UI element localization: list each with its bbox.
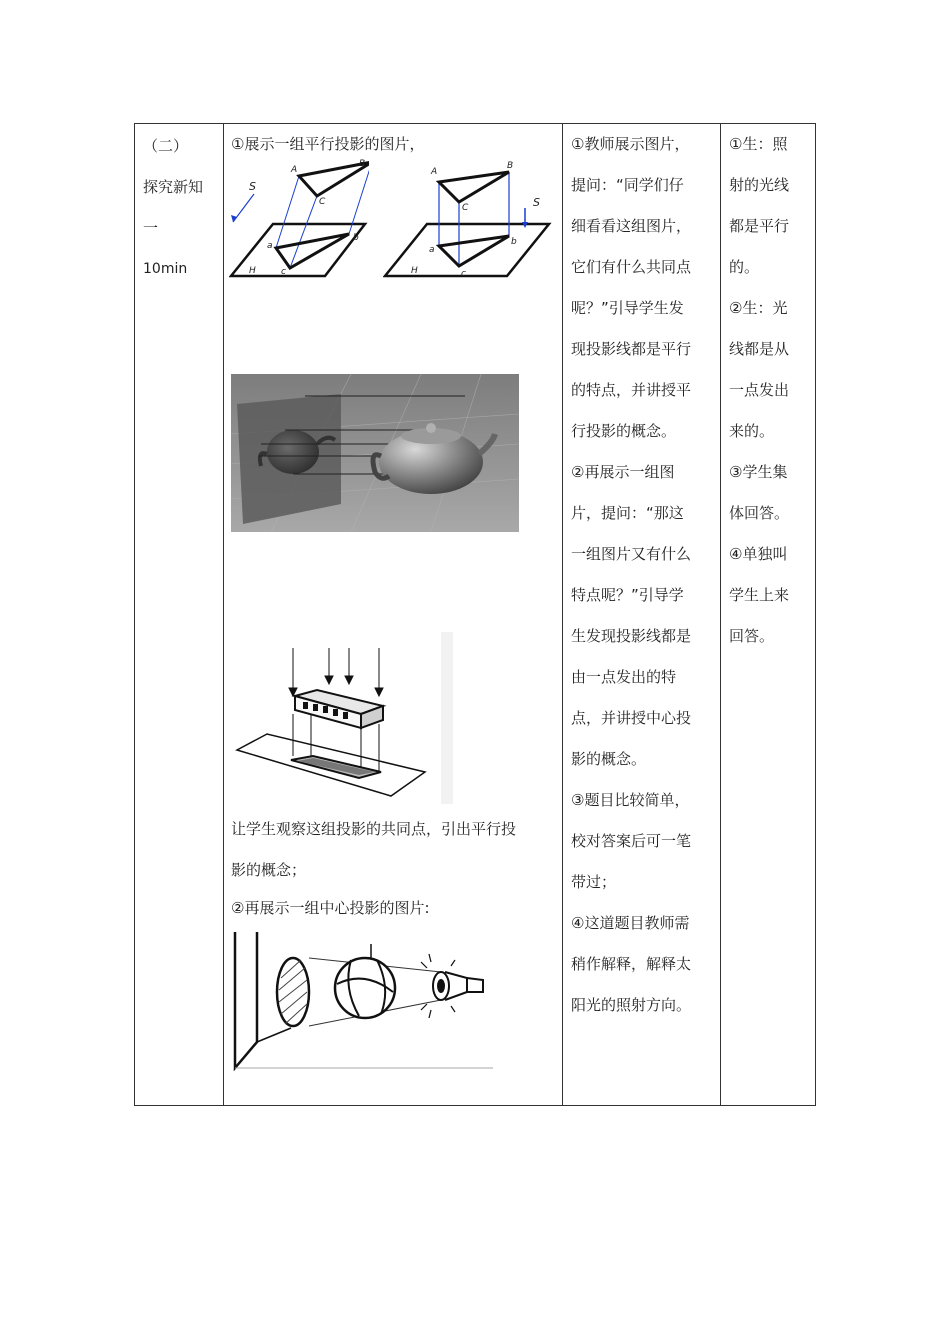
lesson-table	[134, 123, 816, 1106]
student-activity-line: ②生：光	[729, 299, 788, 317]
teacher-activity-line: 带过；	[571, 873, 617, 891]
label-B: B	[507, 161, 514, 171]
student-activity-line: 一点发出	[729, 381, 790, 399]
teacher-activity-line: 稍作解释，解释太	[571, 955, 692, 973]
student-activity-line: 体回答。	[729, 504, 790, 522]
label-A: A	[431, 167, 438, 177]
label-b: b	[353, 233, 359, 243]
teacher-activity-line: 呢？”引导学生发	[571, 299, 684, 317]
stage-title: 探究新知	[143, 178, 204, 196]
content-cell	[223, 124, 563, 1105]
teacher-activity-line: 它们有什么共同点	[571, 258, 692, 276]
intro-text: ①展示一组平行投影的图片，	[231, 135, 425, 153]
student-activity-cell	[721, 124, 817, 1105]
observe-text-line1: 让学生观察这组投影的共同点，引出平行投	[231, 820, 517, 838]
student-activity-line: 来的。	[729, 422, 775, 440]
observe-text-line2: 影的概念；	[231, 861, 307, 879]
teacher-activity-line: 影的概念。	[571, 750, 647, 768]
teacher-activity-line: ③题目比较简单，	[571, 791, 690, 809]
teapot-projection-render	[231, 374, 519, 532]
teacher-activity-line: 阳光的照射方向。	[571, 996, 692, 1014]
oblique-projection-figure	[229, 158, 369, 282]
teacher-activity-line: ②再展示一组图	[571, 463, 675, 481]
teacher-activity-line: 提问：“同学们仔	[571, 176, 684, 194]
student-activity-line: ③学生集	[729, 463, 788, 481]
label-a: a	[267, 241, 273, 251]
label-C: C	[462, 203, 469, 213]
orthogonal-projection-figure	[383, 158, 555, 282]
student-activity-line: 学生上来	[729, 586, 790, 604]
teacher-activity-line: 片，提问：“那这	[571, 504, 684, 522]
teacher-activity-line: 一组图片又有什么	[571, 545, 692, 563]
central-projection-intro: ②再展示一组中心投影的图片:	[231, 899, 430, 917]
teacher-activity-line: 现投影线都是平行	[571, 340, 692, 358]
student-activity-line: 回答。	[729, 627, 775, 645]
student-activity-line: 射的光线	[729, 176, 790, 194]
teacher-activity-line: 校对答案后可一笔	[571, 832, 692, 850]
section-number: （二）	[143, 137, 189, 155]
teacher-activity-line: ④这道题目教师需	[571, 914, 690, 932]
label-C: C	[319, 197, 326, 207]
label-S: S	[533, 196, 540, 209]
student-activity-line: 都是平行	[729, 217, 790, 235]
teacher-activity-line: 行投影的概念。	[571, 422, 677, 440]
label-H: H	[411, 266, 418, 276]
teacher-activity-line: 特点呢？”引导学	[571, 586, 684, 604]
label-c: c	[461, 269, 466, 279]
label-H: H	[249, 266, 256, 276]
label-S: S	[249, 180, 256, 193]
label-b: b	[511, 237, 517, 247]
central-projection-figure	[231, 930, 493, 1072]
label-a: a	[429, 245, 435, 255]
teacher-activity-line: 细看看这组图片，	[571, 217, 692, 235]
teacher-activity-line: 点，并讲授中心投	[571, 709, 692, 727]
box-parallel-rays-figure	[231, 632, 453, 804]
teacher-activity-line: 的特点，并讲授平	[571, 381, 692, 399]
label-A: A	[291, 165, 298, 175]
student-activity-line: 的。	[729, 258, 760, 276]
teacher-activity-line: ①教师展示图片，	[571, 135, 690, 153]
stage-cell	[135, 124, 223, 1105]
stage-time: 10min	[143, 261, 188, 277]
student-activity-line: 线都是从	[729, 340, 790, 358]
label-c: c	[281, 267, 286, 277]
student-activity-line: ④单独叫	[729, 545, 788, 563]
teacher-activity-cell	[563, 124, 721, 1105]
teacher-activity-line: 生发现投影线都是	[571, 627, 692, 645]
teacher-activity-line: 由一点发出的特	[571, 668, 677, 686]
student-activity-line: ①生：照	[729, 135, 788, 153]
stage-subtitle: 一	[143, 219, 159, 237]
label-B: B	[359, 159, 366, 169]
